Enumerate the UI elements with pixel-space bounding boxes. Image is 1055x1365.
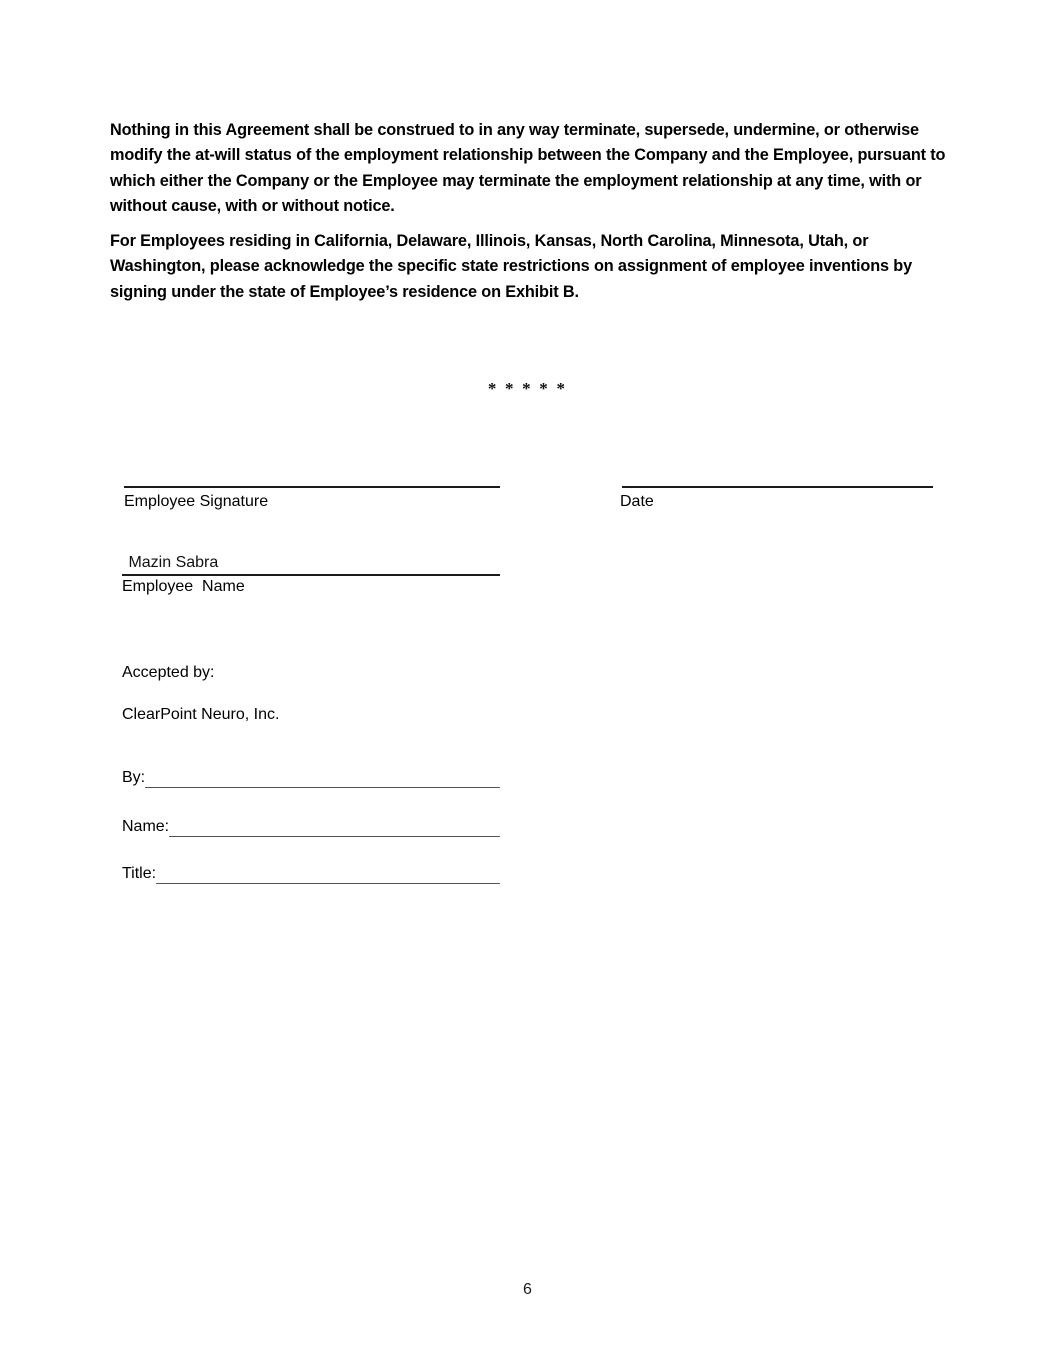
- paragraph-text: Nothing in this Agreement shall be construed to in any way terminate, supersede, undermine, or otherwise modify the at-will status of the employment relationship between the Company and the Employee, pursuant to which either the Company or the Employee may terminate the employment relationship at any time, with or without cause, with or without notice.: [110, 121, 950, 216]
- paragraph-at-will-status: [110, 118, 948, 220]
- paragraph-state-restrictions: [110, 229, 948, 305]
- employee-signature-label: Employee Signature: [124, 493, 269, 510]
- accepted-by-label: Accepted by:: [122, 664, 215, 681]
- title-field-label: Title:: [122, 865, 157, 882]
- company-name: ClearPoint Neuro, Inc.: [122, 706, 280, 723]
- by-field-label: By:: [122, 769, 146, 786]
- employee-signature-line[interactable]: [124, 486, 500, 488]
- title-field-input[interactable]: [156, 868, 500, 884]
- date-label: Date: [620, 493, 654, 510]
- employee-name-label: Employee Name: [122, 578, 245, 595]
- by-field-row[interactable]: [122, 768, 500, 788]
- by-field-input[interactable]: [145, 772, 500, 788]
- section-separator: * * * * *: [487, 379, 568, 398]
- employee-name-field[interactable]: [122, 552, 500, 576]
- title-field-row[interactable]: [122, 864, 500, 884]
- name-field-input[interactable]: [169, 821, 500, 837]
- paragraph-text: For Employees residing in California, Delaware, Illinois, Kansas, North Carolina, Minnesota, Utah, or Washington, please acknowledge the specific state restrictions on assignment of employee inventions by signing under the state of Employee’s residence on Exhibit B.: [110, 232, 917, 301]
- employee-name-value: Mazin Sabra: [124, 554, 219, 571]
- name-field-label: Name:: [122, 818, 170, 835]
- page-number: 6: [523, 1281, 532, 1298]
- date-line[interactable]: [622, 486, 933, 488]
- name-field-row[interactable]: [122, 817, 500, 837]
